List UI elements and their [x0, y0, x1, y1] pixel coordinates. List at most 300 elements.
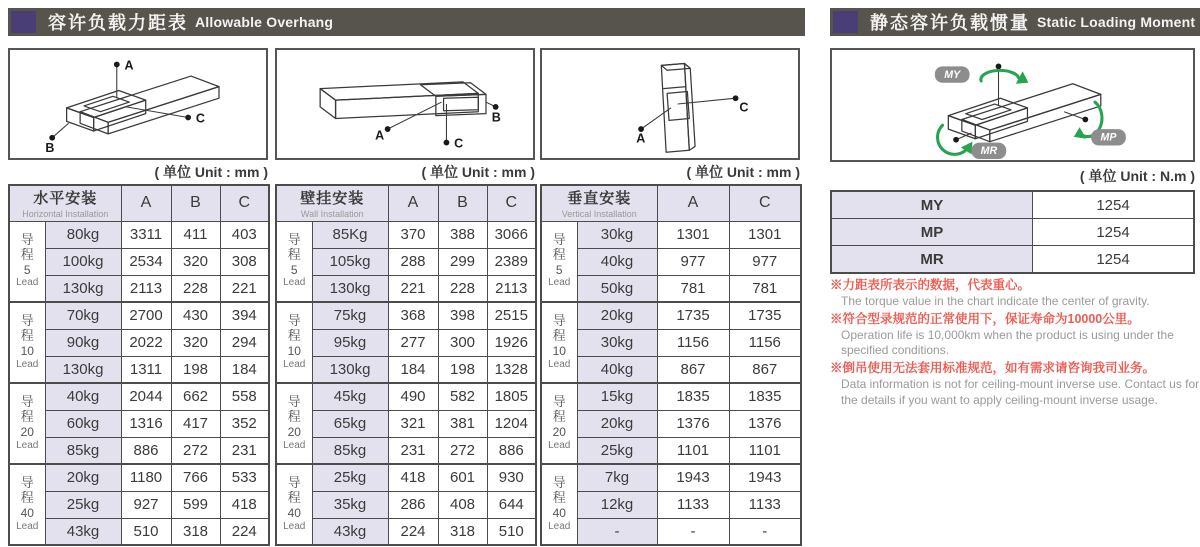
moment-title-en: Static Loading Moment	[1037, 14, 1196, 30]
installation-title-en: Horizontal Installation	[22, 209, 109, 220]
value-cell: 1180	[121, 464, 171, 491]
load-cell: 80kg	[45, 221, 121, 248]
value-cell: 1835	[729, 383, 801, 410]
lead-number: 10	[20, 344, 34, 359]
value-cell: 394	[220, 302, 269, 329]
table-row	[541, 221, 801, 248]
value-cell: 1156	[657, 329, 729, 356]
value-cell: 3066	[487, 221, 536, 248]
table-row	[9, 464, 269, 491]
note-en: Operation life is 10,000km when the product is using under the specified conditions.	[841, 327, 1174, 358]
value-cell: 228	[438, 275, 487, 302]
value-cell: 977	[729, 248, 801, 275]
value-cell: 867	[657, 356, 729, 383]
value-cell: 930	[487, 464, 536, 491]
lead-en-label: Lead	[283, 358, 306, 370]
value-cell: 221	[220, 275, 269, 302]
table-row	[541, 410, 801, 437]
value-cell: 582	[438, 383, 487, 410]
value-cell: 781	[729, 275, 801, 302]
lead-zh-char: 程	[287, 409, 301, 425]
moment-value: 1254	[1033, 219, 1195, 246]
lead-number: 10	[287, 344, 301, 359]
diagram-label-b: B	[491, 110, 501, 125]
installation-title-zh: 水平安装	[33, 190, 98, 208]
load-cell: 43kg	[312, 518, 388, 545]
value-cell: 300	[438, 329, 487, 356]
installation-title-zh: 壁挂安装	[300, 190, 365, 208]
column-header-c: C	[487, 185, 536, 221]
vertical-installation-table-region	[540, 184, 800, 546]
value-cell: 1101	[657, 437, 729, 464]
column-header-b: B	[438, 185, 487, 221]
static-moment-table	[830, 190, 1195, 274]
static-moment-diagram	[830, 48, 1195, 162]
column-header-a: A	[121, 185, 171, 221]
lead-zh-char: 程	[287, 247, 301, 263]
table-row	[541, 329, 801, 356]
value-cell: 1835	[657, 383, 729, 410]
value-cell: 231	[388, 437, 438, 464]
lead-zh-char: 导	[552, 475, 566, 491]
table-row	[831, 219, 1194, 246]
lead-en-label: Lead	[283, 439, 306, 451]
table-body	[9, 221, 269, 545]
value-cell: 2534	[121, 248, 171, 275]
load-cell: 85kg	[312, 437, 388, 464]
lead-zh-char: 导	[552, 232, 566, 248]
value-cell: 418	[388, 464, 438, 491]
value-cell: 224	[388, 518, 438, 545]
table-row	[9, 518, 269, 545]
diagram-label-mr: MR	[980, 145, 998, 158]
value-cell: 886	[121, 437, 171, 464]
lead-zh-char: 导	[20, 313, 34, 329]
lead-number: 10	[552, 344, 566, 359]
table-row	[541, 302, 801, 329]
installation-title-en: Wall Installation	[300, 209, 364, 220]
installation-title-en: Vertical Installation	[561, 209, 637, 220]
table-row	[9, 329, 269, 356]
value-cell: 490	[388, 383, 438, 410]
value-cell: 294	[220, 329, 269, 356]
diagram-label-c: C	[739, 100, 749, 115]
installation-title-cell	[276, 185, 388, 221]
lead-zh-char: 程	[20, 247, 34, 263]
value-cell: 599	[171, 491, 220, 518]
unit-label-mm: ( 单位 Unit : mm )	[154, 164, 268, 180]
load-cell: 30kg	[577, 329, 657, 356]
table-row	[9, 437, 269, 464]
value-cell: 221	[388, 275, 438, 302]
note-item	[830, 277, 1200, 310]
value-cell: 381	[438, 410, 487, 437]
diagram-label-a: A	[375, 128, 385, 143]
value-cell: 1328	[487, 356, 536, 383]
value-cell: 418	[220, 491, 269, 518]
table-row	[276, 221, 536, 248]
table-row	[9, 275, 269, 302]
value-cell: 1316	[121, 410, 171, 437]
value-cell: 320	[171, 329, 220, 356]
table-body	[541, 221, 801, 545]
value-cell: 277	[388, 329, 438, 356]
value-cell: 184	[388, 356, 438, 383]
load-cell: 95kg	[312, 329, 388, 356]
lead-group-cell	[541, 383, 577, 464]
value-cell: 601	[438, 464, 487, 491]
table-row	[276, 248, 536, 275]
value-cell: 320	[171, 248, 220, 275]
value-cell: 766	[171, 464, 220, 491]
table-row	[9, 410, 269, 437]
value-cell: 352	[220, 410, 269, 437]
overhang-title-zh: 容许负载力距表	[48, 13, 188, 33]
value-cell: 231	[220, 437, 269, 464]
actuator-isometric-drawing	[10, 50, 266, 158]
load-cell: 40kg	[577, 356, 657, 383]
actuator-moment-drawing	[832, 50, 1193, 160]
moment-section-header	[830, 8, 1200, 36]
load-cell: 105kg	[312, 248, 388, 275]
load-cell: 85Kg	[312, 221, 388, 248]
value-cell: -	[729, 518, 801, 545]
load-cell: 12kg	[577, 491, 657, 518]
value-cell: 388	[438, 221, 487, 248]
lead-zh-char: 导	[552, 394, 566, 410]
table-row	[541, 383, 801, 410]
value-cell: 403	[220, 221, 269, 248]
value-cell: 867	[729, 356, 801, 383]
load-cell: 130kg	[45, 275, 121, 302]
value-cell: 3311	[121, 221, 171, 248]
lead-number: 40	[20, 506, 34, 521]
lead-zh-char: 程	[287, 328, 301, 344]
lead-number: 20	[287, 425, 301, 440]
lead-number: 20	[552, 425, 566, 440]
lead-group-cell	[9, 383, 45, 464]
value-cell: 321	[388, 410, 438, 437]
note-zh: ※力距表所表示的数据，代表重心。	[830, 278, 1031, 292]
lead-group-cell	[276, 464, 312, 545]
table-row	[831, 246, 1194, 274]
value-cell: 1301	[657, 221, 729, 248]
value-cell: -	[657, 518, 729, 545]
note-item	[830, 311, 1200, 360]
load-cell: 43kg	[45, 518, 121, 545]
moment-axis-label: MP	[831, 219, 1033, 246]
lead-group-cell	[276, 221, 312, 302]
lead-en-label: Lead	[548, 520, 571, 532]
value-cell: 662	[171, 383, 220, 410]
lead-group-cell	[541, 302, 577, 383]
horizontal-installation-diagram	[8, 48, 268, 160]
value-cell: 1156	[729, 329, 801, 356]
table-row	[541, 275, 801, 302]
value-cell: 370	[388, 221, 438, 248]
value-cell: 2389	[487, 248, 536, 275]
installation-title-cell	[9, 185, 121, 221]
value-cell: 1943	[657, 464, 729, 491]
diagram-label-c: C	[454, 136, 464, 151]
load-cell: 20kg	[577, 302, 657, 329]
table-row	[541, 518, 801, 545]
actuator-isometric-drawing	[277, 50, 533, 158]
purple-accent-square	[833, 11, 858, 33]
load-cell: 20kg	[577, 410, 657, 437]
horizontal-installation-table-region	[8, 184, 268, 546]
moment-title-zh: 静态容许负载惯量	[870, 13, 1030, 33]
lead-en-label: Lead	[16, 439, 39, 451]
load-cell: 25kg	[577, 437, 657, 464]
value-cell: 308	[220, 248, 269, 275]
note-item	[830, 360, 1200, 409]
value-cell: 1735	[657, 302, 729, 329]
lead-zh-char: 导	[287, 394, 301, 410]
lead-number: 40	[287, 506, 301, 521]
note-zh: ※符合型录规范的正常使用下，保证寿命为10000公里。	[830, 311, 1140, 326]
load-cell: 130kg	[45, 356, 121, 383]
table-head	[276, 185, 536, 221]
lead-number: 5	[555, 262, 563, 277]
lead-zh-char: 程	[552, 490, 566, 506]
load-cell: 7kg	[577, 464, 657, 491]
value-cell: 430	[171, 302, 220, 329]
note-zh: ※倒吊使用无法套用标准规范，如有需求请咨询我司业务。	[830, 361, 1156, 376]
table-row	[9, 221, 269, 248]
table-row	[276, 518, 536, 545]
table-row	[831, 191, 1194, 219]
table-row	[276, 329, 536, 356]
table-row	[276, 356, 536, 383]
lead-group-cell	[541, 221, 577, 302]
value-cell: 2113	[487, 275, 536, 302]
table-row	[276, 491, 536, 518]
value-cell: 558	[220, 383, 269, 410]
value-cell: 1311	[121, 356, 171, 383]
column-header-c: C	[220, 185, 269, 221]
lead-zh-char: 导	[287, 232, 301, 248]
value-cell: 510	[487, 518, 536, 545]
value-cell: 286	[388, 491, 438, 518]
value-cell: 1926	[487, 329, 536, 356]
lead-number: 40	[552, 506, 566, 521]
moment-value: 1254	[1033, 246, 1195, 274]
vertical-installation-table	[540, 184, 802, 546]
lead-en-label: Lead	[548, 277, 571, 289]
lead-number: 5	[23, 262, 31, 277]
note-en: Data information is not for ceiling-mount inverse use. Contact us for the details if you want to apply ceiling-mount inverse usage.	[841, 377, 1200, 407]
table-head	[9, 185, 269, 221]
moment-axis-label: MR	[831, 246, 1033, 274]
lead-zh-char: 程	[20, 409, 34, 425]
table-body	[276, 221, 536, 545]
lead-zh-char: 导	[20, 394, 34, 410]
load-cell: 75kg	[312, 302, 388, 329]
load-cell: 90kg	[45, 329, 121, 356]
lead-zh-char: 程	[552, 247, 566, 263]
note-en: The torque value in the chart indicate the center of gravity.	[841, 293, 1150, 308]
table-row	[9, 491, 269, 518]
value-cell: 644	[487, 491, 536, 518]
value-cell: 411	[171, 221, 220, 248]
lead-number: 5	[290, 262, 298, 277]
lead-en-label: Lead	[16, 520, 39, 532]
value-cell: 1805	[487, 383, 536, 410]
value-cell: 781	[657, 275, 729, 302]
overhang-section-header	[8, 8, 805, 36]
table-row	[541, 356, 801, 383]
lead-group-cell	[276, 302, 312, 383]
table-row	[276, 383, 536, 410]
value-cell: 927	[121, 491, 171, 518]
lead-zh-char: 导	[20, 475, 34, 491]
table-row	[276, 464, 536, 491]
wall-installation-table	[275, 184, 537, 546]
lead-zh-char: 程	[20, 328, 34, 344]
lead-group-cell	[541, 464, 577, 545]
value-cell: 299	[438, 248, 487, 275]
table-row	[541, 248, 801, 275]
load-cell: 85kg	[45, 437, 121, 464]
lead-group-cell	[9, 221, 45, 302]
column-header-c: C	[729, 185, 801, 221]
load-cell: 40kg	[45, 383, 121, 410]
horizontal-installation-table	[8, 184, 270, 546]
value-cell: 1133	[657, 491, 729, 518]
table-row	[541, 491, 801, 518]
value-cell: 318	[171, 518, 220, 545]
wall-installation-table-region	[275, 184, 535, 546]
actuator-isometric-drawing	[542, 50, 798, 158]
load-cell: 45kg	[312, 383, 388, 410]
table-row	[276, 437, 536, 464]
value-cell: 1204	[487, 410, 536, 437]
value-cell: 318	[438, 518, 487, 545]
load-cell: 130kg	[312, 275, 388, 302]
lead-en-label: Lead	[548, 358, 571, 370]
purple-accent-square	[11, 11, 36, 33]
table-head	[541, 185, 801, 221]
value-cell: 1101	[729, 437, 801, 464]
value-cell: 1301	[729, 221, 801, 248]
moment-value: 1254	[1033, 191, 1195, 219]
unit-label-mm: ( 单位 Unit : mm )	[421, 164, 535, 180]
value-cell: 2022	[121, 329, 171, 356]
diagram-label-a: A	[124, 58, 134, 73]
load-cell: -	[577, 518, 657, 545]
value-cell: 198	[438, 356, 487, 383]
value-cell: 408	[438, 491, 487, 518]
value-cell: 2113	[121, 275, 171, 302]
load-cell: 25kg	[45, 491, 121, 518]
unit-label-nm: ( 单位 Unit : N.m )	[1079, 168, 1195, 184]
value-cell: 886	[487, 437, 536, 464]
diagram-label-a: A	[636, 131, 646, 146]
value-cell: 224	[220, 518, 269, 545]
lead-en-label: Lead	[548, 439, 571, 451]
lead-en-label: Lead	[16, 358, 39, 370]
column-header-a: A	[657, 185, 729, 221]
table-row	[276, 275, 536, 302]
lead-group-cell	[9, 302, 45, 383]
table-row	[9, 302, 269, 329]
load-cell: 15kg	[577, 383, 657, 410]
value-cell: 533	[220, 464, 269, 491]
footnotes	[830, 277, 1200, 410]
load-cell: 60kg	[45, 410, 121, 437]
value-cell: 228	[171, 275, 220, 302]
load-cell: 50kg	[577, 275, 657, 302]
table-row	[541, 437, 801, 464]
load-cell: 70kg	[45, 302, 121, 329]
value-cell: 368	[388, 302, 438, 329]
value-cell: 2044	[121, 383, 171, 410]
lead-zh-char: 程	[552, 409, 566, 425]
diagram-label-b: B	[45, 141, 55, 156]
lead-group-cell	[276, 383, 312, 464]
wall-installation-diagram	[275, 48, 535, 160]
column-header-a: A	[388, 185, 438, 221]
lead-zh-char: 程	[552, 328, 566, 344]
lead-en-label: Lead	[283, 520, 306, 532]
value-cell: 198	[171, 356, 220, 383]
installation-title-cell	[541, 185, 657, 221]
table-row	[541, 464, 801, 491]
load-cell: 20kg	[45, 464, 121, 491]
value-cell: 1376	[657, 410, 729, 437]
moment-axis-label: MY	[831, 191, 1033, 219]
table-header-row	[9, 185, 269, 221]
lead-zh-char: 程	[20, 490, 34, 506]
lead-number: 20	[20, 425, 34, 440]
value-cell: 1735	[729, 302, 801, 329]
load-cell: 35kg	[312, 491, 388, 518]
table-row	[276, 410, 536, 437]
load-cell: 100kg	[45, 248, 121, 275]
lead-zh-char: 程	[287, 490, 301, 506]
value-cell: 2515	[487, 302, 536, 329]
value-cell: 398	[438, 302, 487, 329]
load-cell: 30kg	[577, 221, 657, 248]
value-cell: 510	[121, 518, 171, 545]
load-cell: 130kg	[312, 356, 388, 383]
value-cell: 977	[657, 248, 729, 275]
value-cell: 2700	[121, 302, 171, 329]
table-row	[9, 383, 269, 410]
diagram-label-my: MY	[944, 68, 961, 81]
table-header-row	[541, 185, 801, 221]
table-row	[9, 248, 269, 275]
value-cell: 184	[220, 356, 269, 383]
value-cell: 417	[171, 410, 220, 437]
diagram-label-c: C	[195, 111, 205, 126]
moment-table-region	[830, 190, 1195, 274]
lead-group-cell	[9, 464, 45, 545]
table-row	[9, 356, 269, 383]
value-cell: 272	[438, 437, 487, 464]
installation-title-zh: 垂直安装	[567, 190, 632, 208]
value-cell: 1943	[729, 464, 801, 491]
diagram-label-mp: MP	[1100, 131, 1117, 144]
value-cell: 288	[388, 248, 438, 275]
load-cell: 65kg	[312, 410, 388, 437]
load-cell: 40kg	[577, 248, 657, 275]
value-cell: 1376	[729, 410, 801, 437]
lead-zh-char: 导	[287, 313, 301, 329]
lead-zh-char: 导	[287, 475, 301, 491]
lead-en-label: Lead	[283, 277, 306, 289]
